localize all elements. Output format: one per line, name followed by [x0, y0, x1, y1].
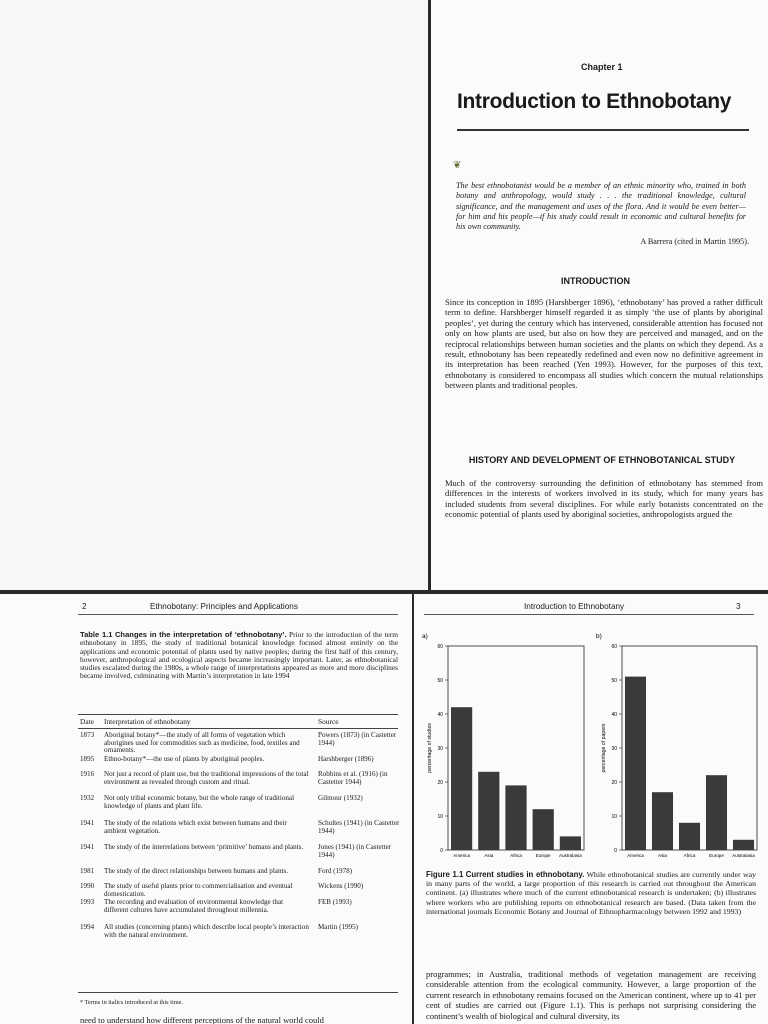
y-tick-label: 0: [440, 848, 443, 854]
epigraph: The best ethnobotanist would be a member of an ethnic minority who, trained in both botany and anthropology, would study . . . the traditional knowledge, cultural significance, and the management and uses of the flora. And it would be even better—for him and his people—if his study could result in economic and cultural benefits for his own community.: [456, 181, 746, 232]
x-tick-label: Africa: [510, 853, 522, 858]
page-3: [414, 594, 768, 1024]
bar-europe: [706, 775, 727, 850]
row-date: 1941: [80, 819, 95, 827]
header-rule: [78, 614, 398, 615]
row-interpretation: Not just a record of plant use, but the traditional impressions of the total environment as revealed through custom and ritual.: [104, 770, 309, 786]
bar-europe: [533, 809, 554, 850]
y-tick-label: 30: [611, 746, 617, 752]
x-tick-label: Europe: [535, 853, 551, 858]
table-bottom-rule: [78, 992, 398, 993]
table-footnote: * Terms in italics introduced at this time.: [80, 999, 183, 1006]
y-tick-label: 20: [611, 780, 617, 786]
y-tick-label: 50: [611, 678, 617, 684]
bar-australasia: [560, 836, 581, 850]
running-head: Ethnobotany: Principles and Applications: [150, 602, 298, 611]
row-date: 1981: [80, 867, 95, 875]
row-source: Martin (1995): [318, 923, 358, 931]
row-interpretation: Not only tribal economic botany, but the whole range of traditional knowledge of plants and plant life.: [104, 794, 295, 810]
running-head: Introduction to Ethnobotany: [524, 602, 625, 611]
header-rule: [424, 614, 754, 615]
row-date: 1993: [80, 898, 95, 906]
row-source: Gilmour (1932): [318, 794, 363, 802]
bar-asia: [478, 772, 499, 850]
y-axis-label: percentage of papers: [601, 723, 607, 773]
page3-paragraph: programmes; in Australia, traditional methods of vegetation management are receiving considerable attention from the ecological community. However, a large proportion of the current research in ethnobotany remains focused on the American continent, where up to 41 per cent of studies are carried out (Figure 1.1). This is perhaps not surprising considering the continent’s wealth of biological and cultural diversity, its: [426, 969, 756, 1021]
table-caption-text: Prior to the introduction of the term ethnobotany in 1895, the study of traditional botanical knowledge focused almost entirely on the applications and economic potential of plants used by native peoples; during the first half of this century, however, anthropological and ecological aspects became increasingly important. Later, as ethnobotanical studies escalated during the 1980s, a whole range of interpretations appeared as more and more disciplines became involved, culminating with Martin’s interpretation in late 1994: [80, 630, 398, 681]
y-tick-label: 0: [614, 848, 617, 854]
bar-asia: [652, 792, 673, 850]
row-date: 1990: [80, 882, 95, 890]
row-date: 1873: [80, 731, 95, 739]
row-source: FEB (1993): [318, 898, 352, 906]
page-number: 2: [82, 602, 87, 611]
title-rule: [457, 129, 749, 131]
x-tick-label: America: [453, 853, 471, 858]
row-interpretation: The recording and evaluation of environmental knowledge that different cultures have accumulated throughout millennia.: [104, 898, 284, 914]
history-heading: HISTORY AND DEVELOPMENT OF ETHNOBOTANICAL STUDY: [468, 455, 736, 465]
figure-label: Figure 1.1: [426, 870, 464, 879]
introduction-heading: INTRODUCTION: [561, 276, 630, 286]
table-header-rule: [78, 728, 398, 729]
y-tick-label: 50: [437, 678, 443, 684]
x-tick-label: Asia: [484, 853, 494, 858]
table-header-source: Source: [318, 717, 339, 726]
bar-america: [625, 677, 646, 850]
row-source: Schultes (1941) (in Castetter 1944): [318, 819, 400, 835]
epigraph-attribution: A Barrera (cited in Martin 1995).: [640, 237, 749, 246]
chapter-title: Introduction to Ethnobotany: [457, 90, 732, 113]
row-interpretation: The study of the relations which exist between humans and their ambient vegetation.: [104, 819, 287, 835]
bar-australasia: [733, 840, 754, 850]
bar-america: [451, 707, 472, 850]
row-interpretation: Aboriginal botany*—the study of all forms of vegetation which aborigines used for commodities such as medicine, food, textiles and ornaments.: [104, 731, 300, 755]
table-top-rule: [78, 714, 398, 715]
chapter-label: Chapter 1: [581, 62, 623, 72]
row-interpretation: All studies (concerning plants) which describe local people’s interaction with the natural environment.: [104, 923, 309, 939]
y-tick-label: 30: [437, 746, 443, 752]
figure-1-1-charts: [414, 624, 768, 864]
y-tick-label: 20: [437, 780, 443, 786]
x-tick-label: Australasia: [559, 853, 582, 858]
history-paragraph: Much of the controversy surrounding the definition of ethnobotany has stemmed from differences in the interests of workers involved in its study, which for many years has included students from several disciplines. For while early botanists concentrated on the economic potential of plants used by aboriginal societies, anthropologists argued the: [445, 478, 763, 520]
table-label: Table 1.1: [80, 630, 113, 639]
leaf-ornament-icon: ❦: [453, 160, 462, 171]
row-source: Ford (1978): [318, 867, 353, 875]
y-tick-label: 60: [611, 644, 617, 650]
x-tick-label: Australasia: [732, 853, 755, 858]
y-tick-label: 60: [437, 644, 443, 650]
figure-title: Current studies in ethnobotany.: [465, 870, 585, 879]
x-tick-label: America: [627, 853, 644, 858]
panel-label: a): [422, 633, 428, 640]
table-header-date: Date: [80, 717, 94, 726]
page-number: 3: [736, 602, 741, 611]
y-tick-label: 10: [611, 814, 617, 820]
row-source: Jones (1941) (in Castetter 1944): [318, 843, 392, 859]
row-date: 1941: [80, 843, 95, 851]
introduction-paragraph: Since its conception in 1895 (Harshberger 1896), ‘ethnobotany’ has proved a rather difficult term to define. Harshberger himself regarded it as simply ‘the use of plants by aboriginal peoples’, yet during the century which has intervened, considerable attention has focused not only on how plants are used, but also on how they are perceived and managed, and on the reciprocal relationships between human societies and the plants on which they depend. As a result, ethnobotany has been repeatedly redefined and even now no definitive agreement in its interpretation has been reached (Yen 1993). However, for the purposes of this text, ethnobotany is considered to encompass all studies which concern the mutual relationships between plants and traditional peoples.: [445, 297, 763, 391]
row-date: 1932: [80, 794, 95, 802]
figure-caption-text: While ethnobotanical studies are currently under way in many parts of the world, a large proportion of this research is carried out throughout the American continent. (a) illustrates where much of the current ethnobotanical research is undertaken; (b) illustrates where workers who are publishing reports on ethnobotanical research are based. (Data taken from the international journals Economic Botany and Journal of Ethnopharmacology between 1992 and 1993): [426, 870, 756, 916]
x-tick-label: Asia: [658, 853, 667, 858]
row-date: 1916: [80, 770, 95, 778]
table-header-interpretation: Interpretation of ethnobotany: [104, 717, 191, 726]
y-tick-label: 40: [437, 712, 443, 718]
chapter-page: [431, 0, 768, 590]
y-tick-label: 40: [611, 712, 617, 718]
row-source: Harshberger (1896): [318, 755, 374, 763]
table-title: Changes in the interpretation of ‘ethnobotany’.: [114, 630, 287, 639]
row-interpretation: The study of the interrelations between ‘primitive’ humans and plants.: [104, 843, 304, 851]
row-interpretation: Ethno-botany*—the use of plants by aboriginal peoples.: [104, 755, 265, 763]
row-source: Robbins et al. (1916) (in Castetter 1944): [318, 770, 388, 786]
row-date: 1994: [80, 923, 95, 931]
y-axis-label: percentage of studies: [427, 723, 433, 773]
x-tick-label: Europe: [709, 853, 724, 858]
figure-caption: [426, 870, 756, 916]
table-caption: [80, 631, 398, 681]
page-2: [0, 594, 412, 1024]
row-source: Wickens (1990): [318, 882, 364, 890]
panel-label: b): [596, 633, 602, 640]
row-source: Powers (1873) (in Castetter 1944): [318, 731, 397, 747]
row-interpretation: The study of the direct relationships between humans and plants.: [104, 867, 288, 875]
row-interpretation: The study of useful plants prior to commercialisation and eventual domestication.: [104, 882, 293, 898]
bar-africa: [679, 823, 700, 850]
continuation-text: need to understand how different perceptions of the natural world could: [80, 1015, 324, 1024]
y-tick-label: 10: [437, 814, 443, 820]
x-tick-label: Africa: [683, 853, 696, 858]
bar-africa: [505, 785, 526, 850]
row-date: 1895: [80, 755, 95, 763]
blank-page: [0, 0, 428, 590]
